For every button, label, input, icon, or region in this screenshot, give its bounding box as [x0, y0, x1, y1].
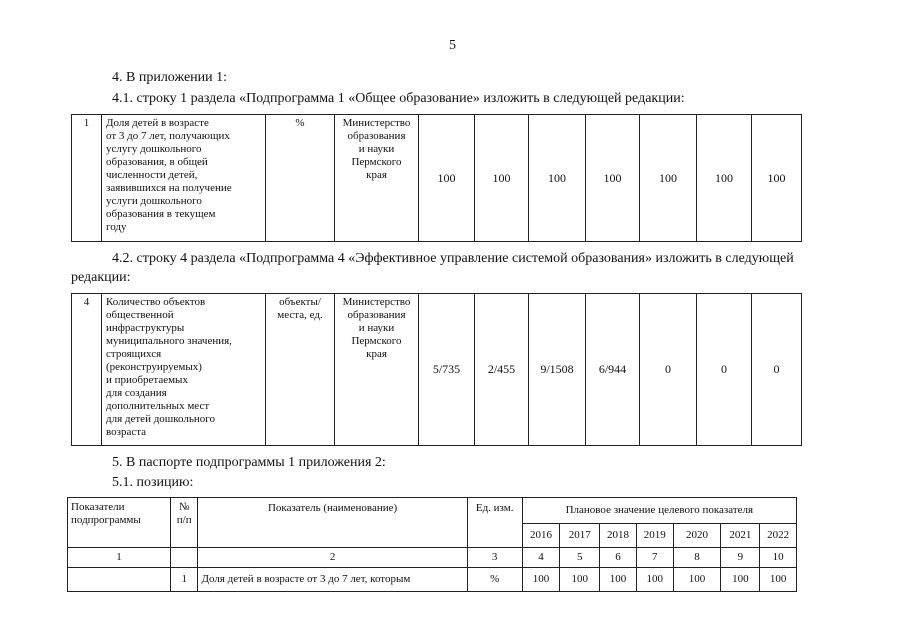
passport-table [67, 497, 797, 592]
name-line: для создания [106, 387, 167, 399]
index-cell [170, 548, 198, 568]
value-cell: 100 [560, 568, 600, 592]
name-line: строящихся [106, 348, 162, 360]
unit-cell [266, 294, 335, 446]
row-number: 1 [170, 568, 198, 592]
index-cell: 10 [760, 548, 797, 568]
ministry-cell [335, 115, 419, 242]
value-cell: 5/735 [419, 294, 475, 446]
name-line: Доля детей в возрасте [106, 117, 209, 129]
year-cell: 2022 [760, 524, 797, 548]
header-line: № [178, 501, 190, 513]
value-cell: 100 [752, 115, 802, 242]
ministry-line: и науки [358, 143, 395, 155]
name-line: услуги дошкольного [106, 195, 202, 207]
unit-line: объекты/ [279, 296, 321, 308]
value-cell: 100 [636, 568, 673, 592]
ministry-line: края [366, 348, 387, 360]
value-cell: 100 [475, 115, 529, 242]
name-line: дополнительных мест [106, 400, 210, 412]
index-cell: 6 [600, 548, 637, 568]
value-cell: 6/944 [586, 294, 640, 446]
name-line: и приобретаемых [106, 374, 188, 386]
name-line: общественной [106, 309, 174, 321]
header-number [170, 498, 198, 548]
table-row-1-edition [71, 114, 802, 242]
year-cell: 2020 [673, 524, 721, 548]
index-cell: 7 [636, 548, 673, 568]
row-number: 1 [72, 115, 102, 242]
index-cell: 3 [467, 548, 522, 568]
name-line: (реконструируемых) [106, 361, 202, 373]
ministry-line: края [366, 169, 387, 181]
value-cell: 100 [640, 115, 697, 242]
ministry-line: образования [347, 309, 406, 321]
ministry-line: Министерство [342, 117, 411, 129]
value-cell: 100 [419, 115, 475, 242]
name-line: заявившихся на получение [106, 182, 232, 194]
ministry-line: образования [347, 130, 406, 142]
indicator-name: Доля детей в возрасте от 3 до 7 лет, которым [198, 568, 467, 592]
item-4-2-text-line1: 4.2. строку 4 раздела «Подпрограмма 4 «Эффективное управление системой образования» изложить в следующей [112, 251, 794, 266]
name-line: инфраструктуры [106, 322, 185, 334]
index-cell: 5 [560, 548, 600, 568]
section-4-heading: 4. В приложении 1: [112, 70, 228, 85]
name-line: услугу дошкольного [106, 143, 202, 155]
unit-cell: % [266, 115, 335, 242]
table-row-4-edition [71, 293, 802, 446]
value-cell: 100 [529, 115, 586, 242]
index-cell: 9 [721, 548, 760, 568]
value-cell: 0 [752, 294, 802, 446]
name-line: возраста [106, 426, 147, 438]
header-line: п/п [176, 514, 192, 526]
value-cell: 100 [673, 568, 721, 592]
value-cell: 100 [600, 568, 637, 592]
index-cell: 8 [673, 548, 721, 568]
value-cell: 9/1508 [529, 294, 586, 446]
indicator-name [102, 115, 266, 242]
value-cell: 100 [522, 568, 560, 592]
page-number: 5 [449, 38, 456, 53]
name-line: от 3 до 7 лет, получающих [106, 130, 230, 142]
value-cell: 100 [760, 568, 797, 592]
year-cell: 2016 [522, 524, 560, 548]
year-cell: 2021 [721, 524, 760, 548]
value-cell: 100 [586, 115, 640, 242]
value-cell: 0 [640, 294, 697, 446]
header-plan: Плановое значение целевого показателя [522, 498, 796, 524]
ministry-cell [335, 294, 419, 446]
name-line: Количество объектов [106, 296, 206, 308]
item-4-2-text-line2: редакции: [71, 270, 131, 285]
year-cell: 2017 [560, 524, 600, 548]
ministry-line: и науки [358, 322, 395, 334]
empty-cell [68, 568, 171, 592]
name-line: для детей дошкольного [106, 413, 216, 425]
unit-line: места, ед. [277, 309, 323, 321]
unit-cell: % [467, 568, 522, 592]
indicator-name [102, 294, 266, 446]
header-indicators [68, 498, 171, 548]
value-cell: 2/455 [475, 294, 529, 446]
ministry-line: Пермского [351, 156, 402, 168]
name-line: образования, в общей [106, 156, 208, 168]
name-line: муниципального значения, [106, 335, 232, 347]
header-name: Показатель (наименование) [198, 498, 467, 548]
name-line: численности детей, [106, 169, 198, 181]
header-line: подпрограммы [71, 514, 141, 526]
row-number: 4 [72, 294, 102, 446]
value-cell: 100 [721, 568, 760, 592]
header-line: Показатели [71, 501, 125, 513]
index-cell: 1 [68, 548, 171, 568]
item-5-1-text: 5.1. позицию: [112, 475, 194, 490]
name-line: образования в текущем [106, 208, 216, 220]
value-cell: 100 [697, 115, 752, 242]
index-cell: 4 [522, 548, 560, 568]
item-4-1-text: 4.1. строку 1 раздела «Подпрограмма 1 «Общее образование» изложить в следующей редакции: [112, 91, 685, 106]
year-cell: 2019 [636, 524, 673, 548]
index-cell: 2 [198, 548, 467, 568]
value-cell: 0 [697, 294, 752, 446]
section-5-heading: 5. В паспорте подпрограммы 1 приложения 2: [112, 455, 386, 470]
year-cell: 2018 [600, 524, 637, 548]
header-unit: Ед. изм. [467, 498, 522, 548]
name-line: году [106, 221, 127, 233]
ministry-line: Пермского [351, 335, 402, 347]
ministry-line: Министерство [342, 296, 411, 308]
